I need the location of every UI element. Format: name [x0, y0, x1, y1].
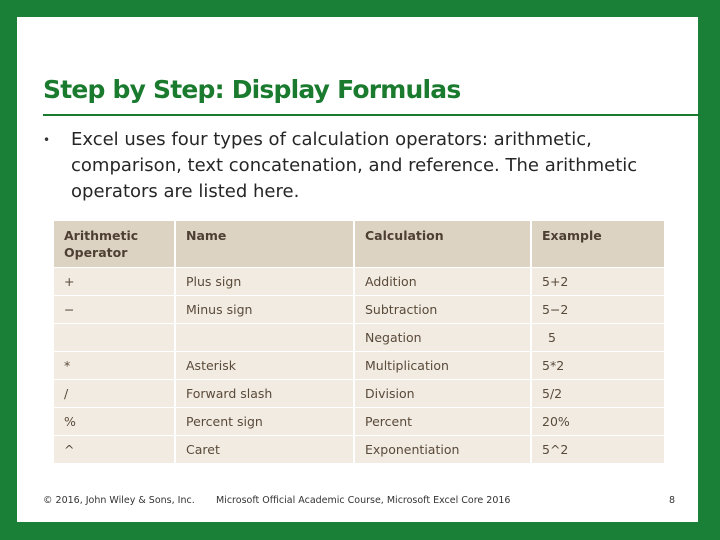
- title-underline: [43, 114, 701, 116]
- table-row: [54, 436, 664, 464]
- name-cell: Percent sign: [175, 408, 354, 436]
- operator-cell: ^: [54, 436, 175, 464]
- calculation-cell: Subtraction: [354, 296, 531, 324]
- bullet-icon: •: [43, 133, 51, 147]
- calculation-cell: Negation: [354, 324, 531, 352]
- name-cell: Caret: [175, 436, 354, 464]
- operator-cell: [54, 324, 175, 352]
- operator-cell: *: [54, 352, 175, 380]
- footer-page-number: 8: [669, 495, 676, 506]
- name-cell: [175, 324, 354, 352]
- example-cell: 5*2: [531, 352, 664, 380]
- table-row: [54, 268, 664, 296]
- example-cell: 5^2: [531, 436, 664, 464]
- calculation-cell: Percent: [354, 408, 531, 436]
- operator-cell: /: [54, 380, 175, 408]
- example-cell: 5−2: [531, 296, 664, 324]
- example-cell: 5/2: [531, 380, 664, 408]
- example-cell: 5: [531, 324, 664, 352]
- calculation-cell: Exponentiation: [354, 436, 531, 464]
- name-cell: Asterisk: [175, 352, 354, 380]
- calculation-cell: Multiplication: [354, 352, 531, 380]
- footer-copyright: © 2016, John Wiley & Sons, Inc.: [43, 495, 195, 506]
- name-cell: Forward slash: [175, 380, 354, 408]
- slide-title: Step by Step: Display Formulas: [43, 75, 461, 104]
- calculation-cell: Division: [354, 380, 531, 408]
- table-row: [54, 296, 664, 324]
- bullet-text: Excel uses four types of calculation operators: arithmetic, comparison, text concatenation, and reference. The arithmetic operators are listed here.: [71, 129, 638, 202]
- operators-table: [54, 221, 664, 463]
- operator-cell: %: [54, 408, 175, 436]
- bullet-item: [43, 127, 693, 205]
- header-arithmetic-operator: Arithmetic Operator: [54, 221, 175, 268]
- example-cell: 20%: [531, 408, 664, 436]
- example-cell: 5+2: [531, 268, 664, 296]
- table-row: [54, 324, 664, 352]
- header-name: Name: [175, 221, 354, 268]
- table-row: [54, 380, 664, 408]
- table-row: [54, 352, 664, 380]
- calculation-cell: Addition: [354, 268, 531, 296]
- operator-cell: +: [54, 268, 175, 296]
- operator-cell: −: [54, 296, 175, 324]
- header-example: Example: [531, 221, 664, 268]
- table-row: [54, 408, 664, 436]
- name-cell: Plus sign: [175, 268, 354, 296]
- table-header-row: [54, 221, 664, 268]
- name-cell: Minus sign: [175, 296, 354, 324]
- footer-course: Microsoft Official Academic Course, Microsoft Excel Core 2016: [216, 495, 511, 506]
- slide: [17, 17, 698, 522]
- header-calculation: Calculation: [354, 221, 531, 268]
